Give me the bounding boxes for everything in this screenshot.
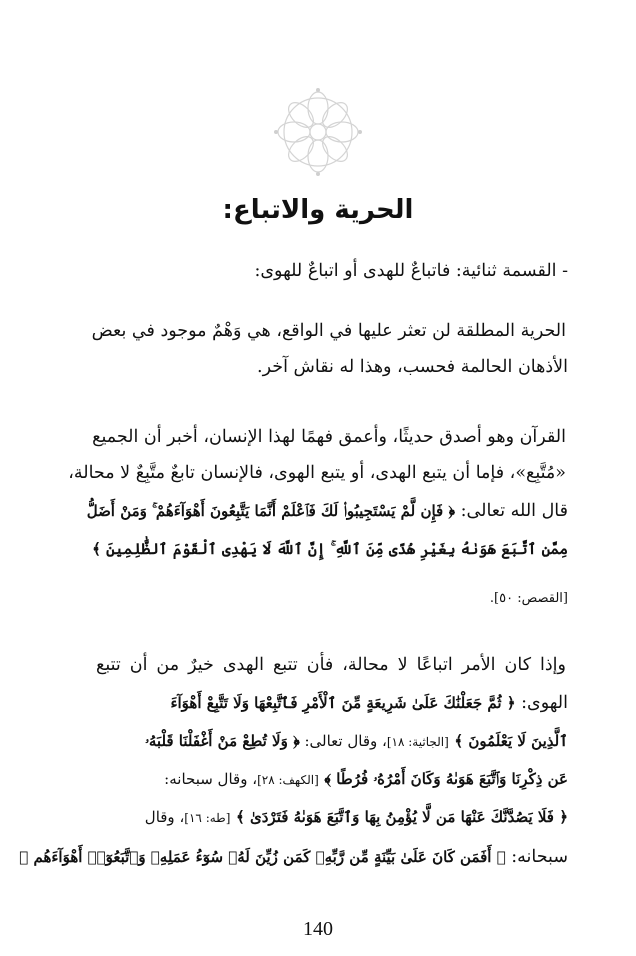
quran-verse-taha: ﴿ فَلَا يَصُدَّنَّكَ عَنْهَا مَن لَّا يُؤْمِنُ بِهَا وَٱتَّبَعَ هَوَىٰهُ فَتَرْدَىٰ ﴾: [235, 808, 568, 826]
paragraph-2-line-1: القرآن وهو أصدق حديثًا، وأعمق فهمًا لهذا الإنسان، أخبر أن الجميع: [92, 427, 566, 447]
quran-verse-kahf-part-1: ﴿ وَلَا تُطِعْ مَنْ أَغْفَلْنَا قَلْبَهُۥ: [145, 732, 300, 750]
paragraph-3-line-2: [98, 686, 568, 720]
citation-kahf: [الكهف: ٢٨]: [257, 773, 319, 787]
quran-verse-qasas-part-1: ﴿ فَإِن لَّمْ يَسْتَجِيبُوا۟ لَكَ فَٱعْلَمْ أَنَّمَا يَتَّبِعُونَ أَهْوَآءَهُمْ ۚ وَمَنْ أَضَلُّ: [86, 502, 456, 520]
quran-verse-muhammad: ﴿ أَفَمَن كَانَ عَلَىٰ بَيِّنَةٍ مِّن رَّبِّهِۦ كَمَن زُيِّنَ لَهُۥ سُوٓءُ عَمَلِهِۦ وَٱتَّبَعُوٓا۟ أَهْوَآءَهُم ﴾: [19, 848, 506, 866]
paragraph-1-line-2: الأذهان الحالمة فحسب، وهذا له نقاش آخر.: [257, 357, 568, 377]
quran-verse-kahf-part-2: عَن ذِكْرِنَا وَٱتَّبَعَ هَوَىٰهُ وَكَانَ أَمْرُهُۥ فُرُطًا ﴾: [324, 770, 568, 788]
quran-verse-jathiya-part-1: ﴿ ثُمَّ جَعَلْنَٰكَ عَلَىٰ شَرِيعَةٍ مِّنَ ٱلْأَمْرِ فَٱتَّبِعْهَا وَلَا تَتَّبِعْ أَهْوَآءَ: [170, 694, 516, 712]
paragraph-3-connector-3: ، وقال: [144, 808, 185, 826]
section-heading: الحرية والاتباع:: [222, 195, 414, 225]
paragraph-3-connector-2: ، وقال سبحانه:: [164, 770, 258, 788]
quran-verse-qasas-part-2: مِمَّنِ ٱتَّبَعَ هَوَىٰهُ بِغَيْرِ هُدًى مِّنَ ٱللَّهِ ۚ إِنَّ ٱللَّهَ لَا يَهْدِى ٱلْقَوْمَ ٱلظَّٰلِمِينَ ﴾: [92, 540, 568, 558]
citation-jathiya: [الجاثية: ١٨]: [386, 735, 449, 749]
paragraph-3-connector-4: سبحانه:: [505, 847, 568, 867]
citation-taha: [طه: ١٦]: [184, 811, 231, 825]
paragraph-3-line-5: [98, 800, 568, 835]
paragraph-1-line-1: الحرية المطلقة لن تعثر عليها في الواقع، هي وَهْمٌ موجود في بعض: [91, 321, 566, 341]
quran-verse-jathiya-part-2: ٱلَّذِينَ لَا يَعْلَمُونَ ﴾: [454, 732, 568, 750]
paragraph-3-line-4: [98, 762, 568, 797]
floral-ornament-icon: [268, 82, 368, 182]
paragraph-2-line-2: «مُتَّبِع»، فإما أن يتبع الهدى، أو يتبع الهوى، فالإنسان تابعٌ متَّبِعٌ لا محالة،: [68, 463, 566, 483]
sub-heading: - القسمة ثنائية: فاتباعٌ للهدى أو اتباعٌ للهوى:: [254, 261, 568, 281]
paragraph-3-line-6: [19, 840, 568, 874]
page-number: 140: [303, 918, 333, 940]
paragraph-2-line-3: [86, 494, 568, 528]
paragraph-2-line-4: [92, 532, 568, 566]
paragraph-3-line-1: وإذا كان الأمر اتباعًا لا محالة، فأن تتبع الهدى خيرٌ من أن تتبع: [96, 655, 566, 675]
citation-qasas: [القصص: ٥٠].: [489, 591, 568, 606]
paragraph-2-intro: قال الله تعالى:: [455, 501, 568, 521]
paragraph-3-connector-1: ، وقال تعالى:: [299, 732, 387, 750]
paragraph-3-line-3: [98, 724, 568, 759]
paragraph-3-intro: الهوى:: [515, 693, 568, 713]
